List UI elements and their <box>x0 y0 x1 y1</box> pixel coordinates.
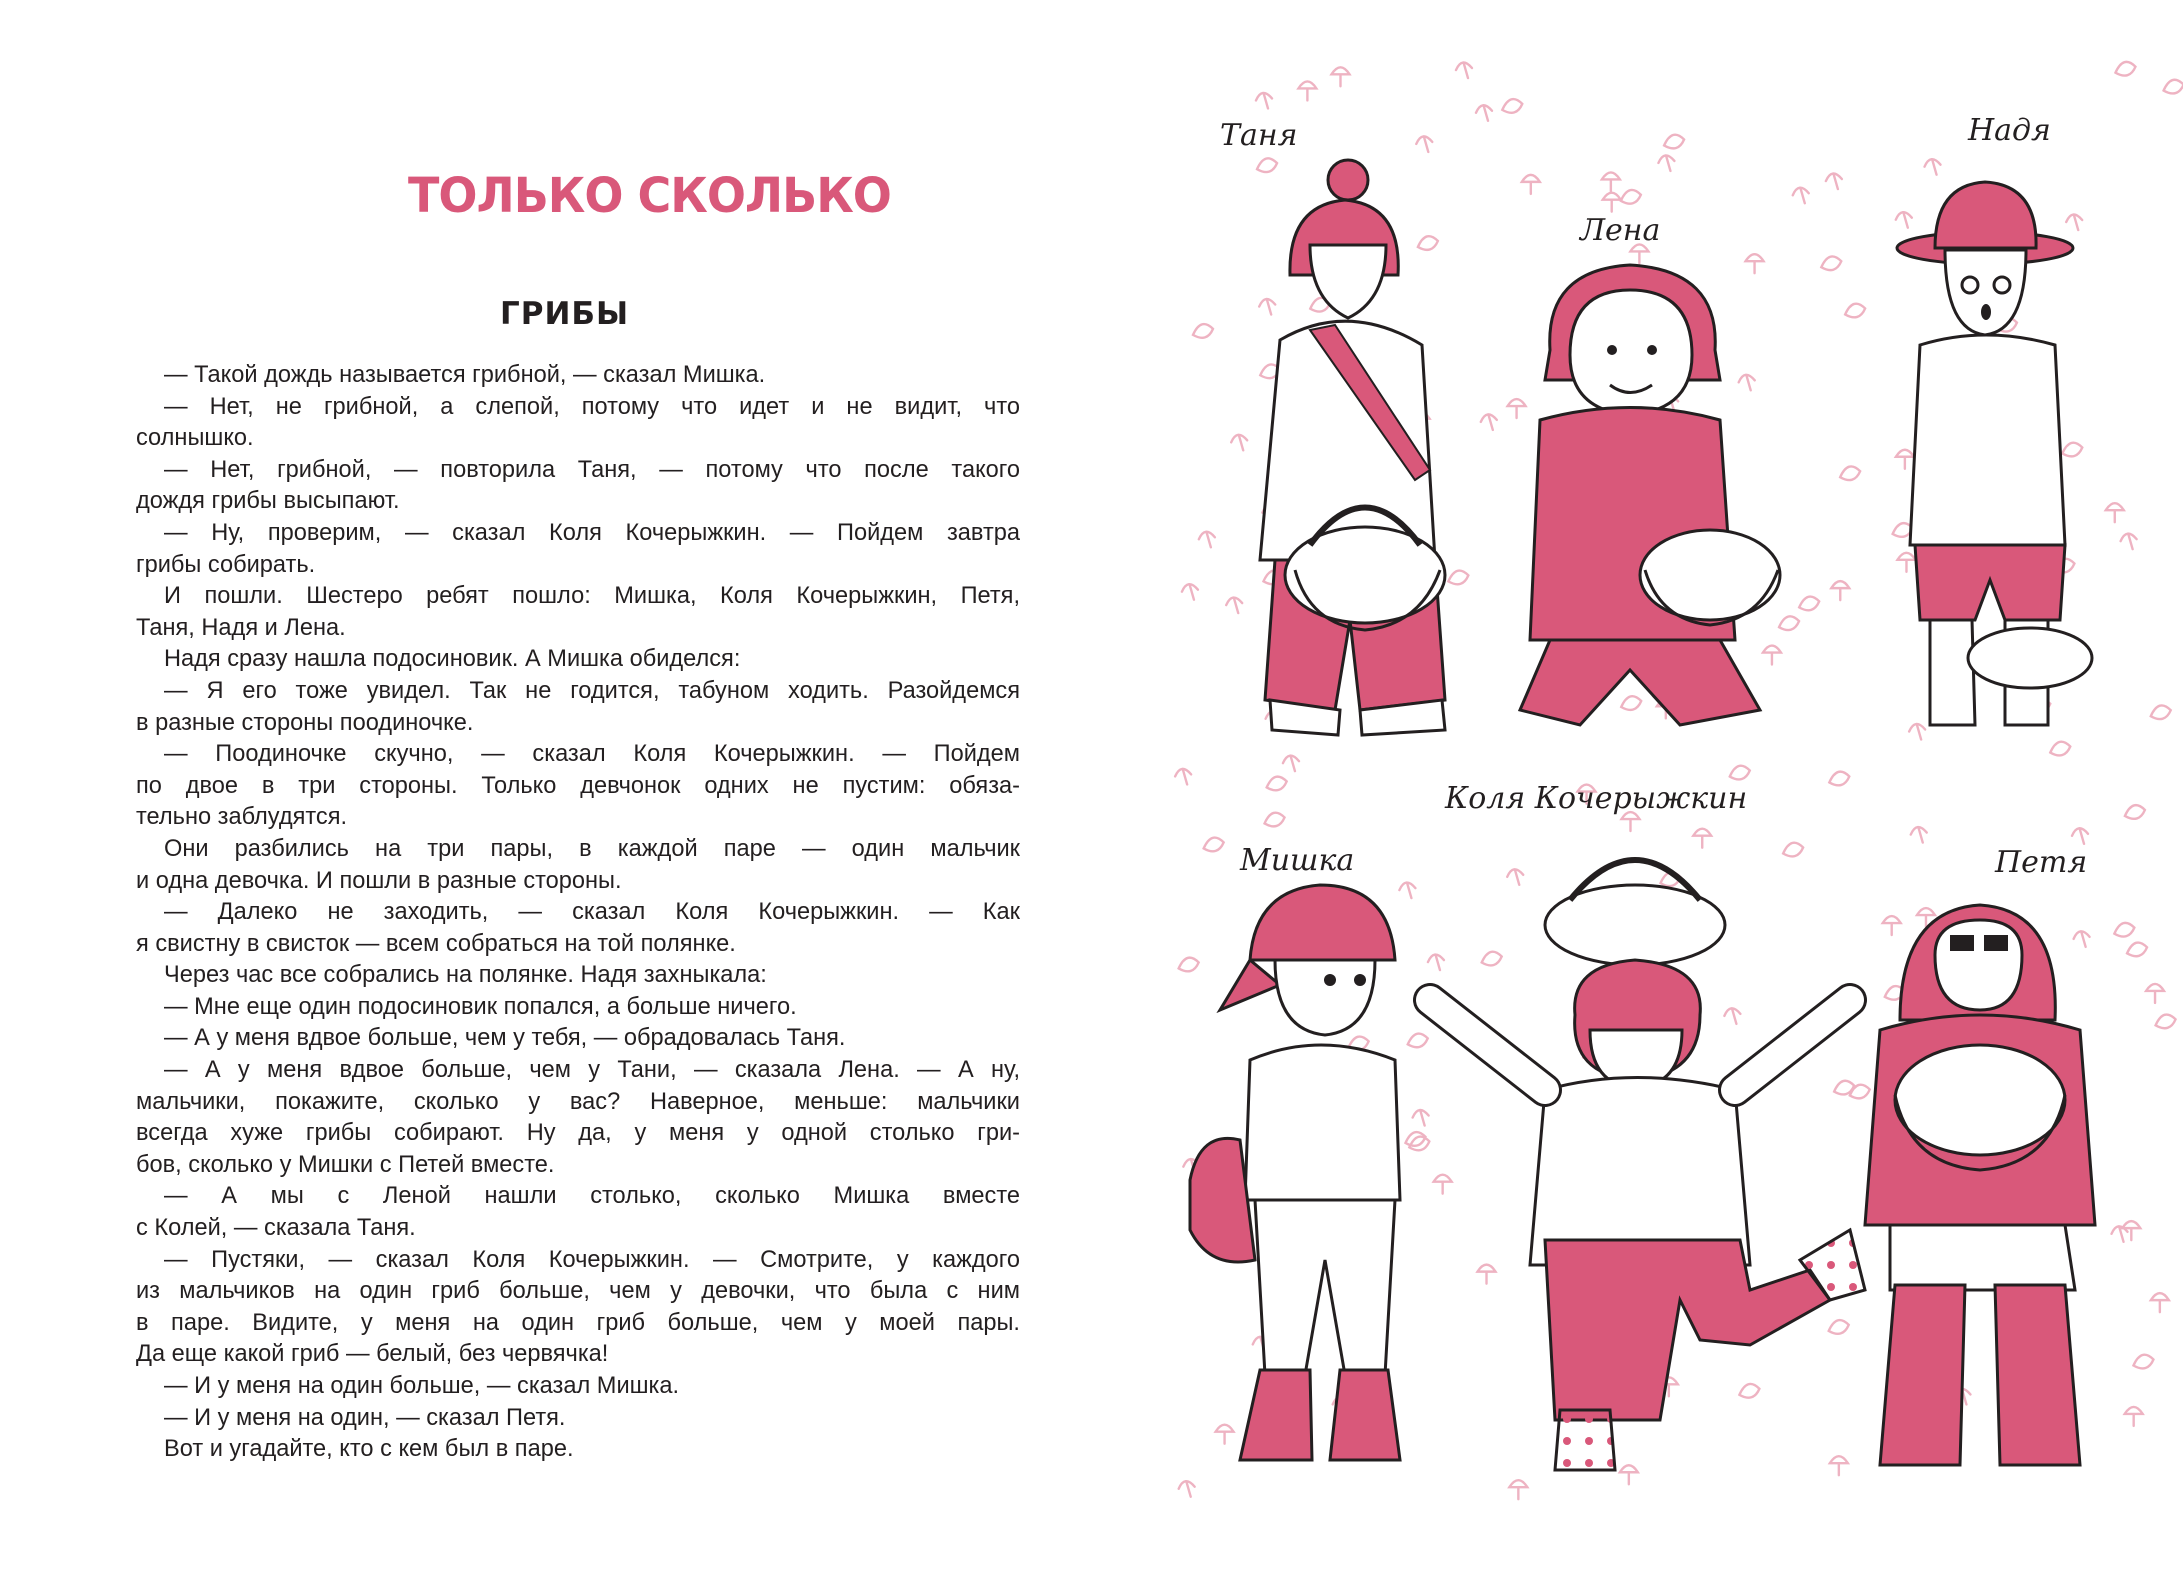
name-mishka: Мишка <box>1240 843 1355 878</box>
story-line: Вот и угадайте, кто с кем был в паре. <box>164 1436 574 1463</box>
story-line: я свистну в свисток — всем собраться на той полянке. <box>136 930 736 957</box>
figure-lena <box>1520 265 1780 725</box>
illustration-page <box>1160 0 2183 1582</box>
story-line: — Поодиночке скучно, — сказал Коля Кочерыжкин. — Пойдем <box>164 741 1020 768</box>
name-kolya: Коля Кочерыжкин <box>1445 781 1748 816</box>
story-line: мальчики, покажите, сколько у вас? Наверное, меньше: мальчики <box>136 1088 1020 1115</box>
story-line: — Ну, проверим, — сказал Коля Кочерыжкин. — Пойдем завтра <box>164 519 1020 546</box>
mushroom-pickers-illustration <box>1160 0 2183 1582</box>
story-line: Надя сразу нашла подосиновик. А Мишка обиделся: <box>164 646 741 673</box>
story-line: — А у меня вдвое больше, чем у тебя, — обрадовалась Таня. <box>164 1025 846 1052</box>
story-line: по двое в три стороны. Только девчонок одних не пустим: обяза- <box>136 772 1020 799</box>
story-line: и одна девочка. И пошли в разные стороны. <box>136 867 622 894</box>
story-line: — А мы с Леной нашли столько, сколько Мишка вместе <box>164 1183 1020 1210</box>
story-line: — И у меня на один, — сказал Петя. <box>164 1404 566 1431</box>
story-line: — Пустяки, — сказал Коля Кочерыжкин. — Смотрите, у каждого <box>164 1246 1020 1273</box>
name-nadya: Надя <box>1968 113 2051 148</box>
story-line: — А у меня вдвое больше, чем у Тани, — сказала Лена. — А ну, <box>164 1057 1020 1084</box>
story-line: из мальчиков на один гриб больше, чем у девочки, что была с ним <box>136 1278 1020 1305</box>
story-line: грибы собирать. <box>136 551 316 578</box>
story-line: всегда хуже грибы собирают. Ну да, у меня у одной столько гри- <box>136 1120 1020 1147</box>
story-line: тельно заблудятся. <box>136 804 348 831</box>
name-petya: Петя <box>1995 845 2088 880</box>
story-line: бов, сколько у Мишки с Петей вместе. <box>136 1151 555 1178</box>
story-line: — Мне еще один подосиновик попался, а больше ничего. <box>164 993 797 1020</box>
story-line: солнышко. <box>136 425 254 452</box>
story-line: дождя грибы высыпают. <box>136 488 400 515</box>
story-line: Да еще какой гриб — белый, без червячка! <box>136 1341 609 1368</box>
story-title: ГРИБЫ <box>500 296 630 332</box>
section-title: ТОЛЬКО СКОЛЬКО <box>408 166 891 224</box>
name-lena: Лена <box>1580 213 1661 248</box>
story-line: — Далеко не заходить, — сказал Коля Кочерыжкин. — Как <box>164 899 1020 926</box>
story-line: — Нет, грибной, — повторила Таня, — потому что после такого <box>164 456 1020 483</box>
story-line: — Нет, не грибной, а слепой, потому что идет и не видит, что <box>164 393 1020 420</box>
story-line: Они разбились на три пары, в каждой паре — один мальчик <box>164 835 1020 862</box>
story-line: в разные стороны поодиночке. <box>136 709 474 736</box>
story-line: И пошли. Шестеро ребят пошло: Мишка, Коля Кочерыжкин, Петя, <box>164 583 1020 610</box>
story-line: в паре. Видите, у меня на один гриб больше, чем у моей пары. <box>136 1309 1020 1336</box>
story-line: — Я его тоже увидел. Так не годится, табуном ходить. Разойдемся <box>164 677 1020 704</box>
story-line: Таня, Надя и Лена. <box>136 614 346 641</box>
figure-mishka <box>1190 885 1400 1460</box>
story-text <box>136 360 1020 1466</box>
figure-petya <box>1865 905 2095 1465</box>
story-line: — Такой дождь называется грибной, — сказал Мишка. <box>164 362 766 388</box>
story-line: с Колей, — сказала Таня. <box>136 1215 416 1242</box>
story-line: Через час все собрались на полянке. Надя захныкала: <box>164 962 767 989</box>
name-tanya: Таня <box>1220 118 1298 153</box>
story-line: — И у меня на один больше, — сказал Мишка. <box>164 1373 680 1399</box>
